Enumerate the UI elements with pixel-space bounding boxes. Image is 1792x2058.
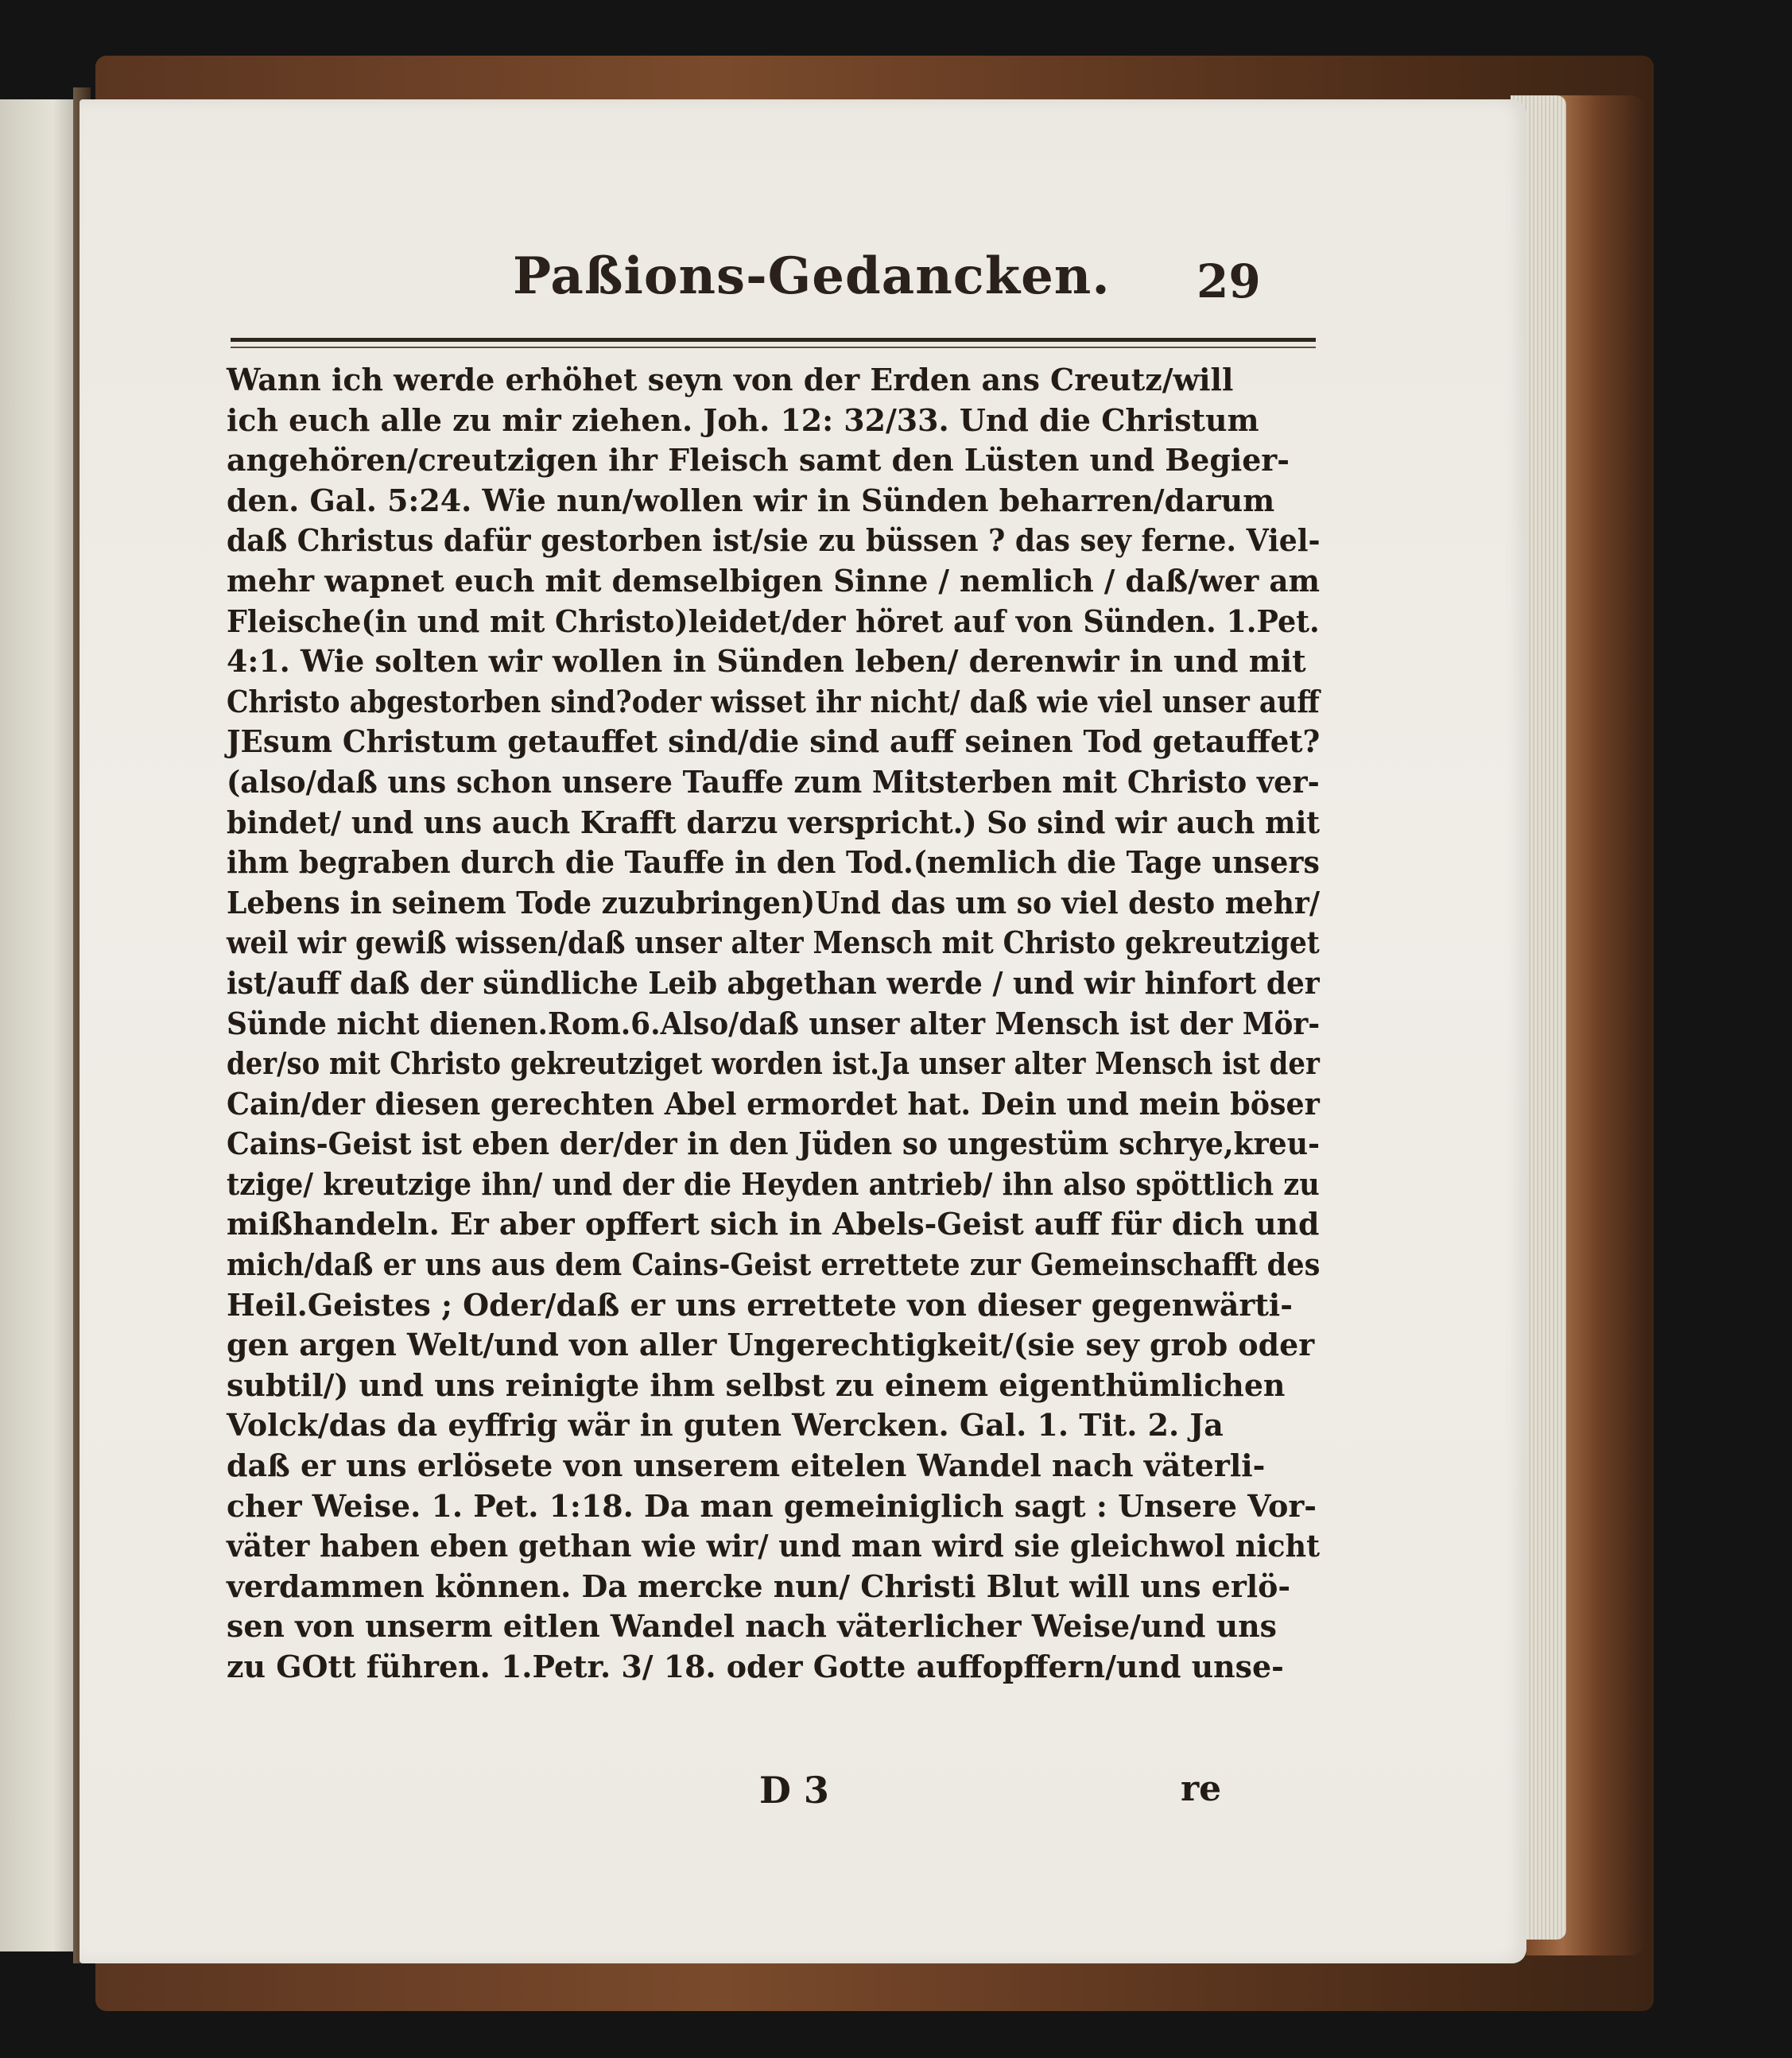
running-head: Paßions-Gedancken. [513,246,1111,306]
catchword: re [1181,1769,1222,1809]
text-line: mehr wapnet euch mit demselbigen Sinne / nemlich / daß/wer am [227,562,1321,599]
facing-page [0,99,76,1951]
text-line: ich euch alle zu mir ziehen. Joh. 12: 32/33. Und die Christum [227,401,1259,438]
text-line: den. Gal. 5:24. Wie nun/wollen wir in Sünden beharren/darum [227,482,1275,518]
page-number: 29 [1197,254,1261,308]
book-page [80,99,1526,1963]
text-line: tzige/ kreutzige ihn/ und der die Heyden antrieb/ ihn also spöttlich zu [227,1165,1320,1202]
text-line: Fleische(in und mit Christo)leidet/der höret auf von Sünden. 1.Pet. [227,603,1320,639]
text-line: angehören/creutzigen ihr Fleisch samt den Lüsten und Begier- [227,442,1290,479]
text-line: mich/daß er uns aus dem Cains-Geist errettete zur Gemeinschafft des [227,1246,1321,1283]
text-line: Volck/das da eyffrig wär in guten Wercken. Gal. 1. Tit. 2. Ja [227,1407,1224,1444]
text-line: Cains-Geist ist eben der/der in den Jüden so ungestüm schrye,kreu- [227,1126,1321,1162]
text-line: sen von unserm eitlen Wandel nach väterlicher Weise/und uns [227,1608,1278,1645]
text-line: Christo abgestorben sind?oder wisset ihr nicht/ daß wie viel unser auff [227,683,1320,719]
text-line: JEsum Christum getauffet sind/die sind auff seinen Tod getauffet? [227,723,1321,760]
text-line: daß er uns erlösete von unserem eitelen Wandel nach väterli- [227,1448,1266,1484]
text-line: zu GOtt führen. 1.Petr. 3/ 18. oder Gotte auffopffern/und unse- [227,1649,1284,1684]
text-line: ist/auff daß der sündliche Leib abgethan werde / und wir hinfort der [227,964,1320,1001]
text-line: bindet/ und uns auch Krafft darzu verspricht.) So sind wir auch mit [227,804,1321,840]
body-text [227,360,1324,1688]
text-line: ihm begraben durch die Tauffe in den Tod.(nemlich die Tage unsers [227,844,1320,881]
text-line: Wann ich werde erhöhet seyn von der Erden ans Creutz/will [227,362,1234,397]
text-line: 4:1. Wie solten wir wollen in Sünden leben/ derenwir in und mit [227,643,1306,680]
signature-mark: D 3 [759,1769,829,1812]
text-line: väter haben eben gethan wie wir/ und man wird sie gleichwol nicht [227,1528,1320,1564]
header-rule [231,338,1316,342]
text-line: cher Weise. 1. Pet. 1:18. Da man gemeiniglich sagt : Unsere Vor- [227,1487,1317,1524]
text-line: weil wir gewiß wissen/daß unser alter Mensch mit Christo gekreutziget [227,924,1320,961]
text-line: der/so mit Christo gekreutziget worden ist.Ja unser alter Mensch ist der [227,1045,1320,1082]
text-line: Sünde nicht dienen.Rom.6.Also/daß unser alter Mensch ist der Mör- [227,1005,1321,1041]
text-line: mißhandeln. Er aber opffert sich in Abels-Geist auff für dich und [227,1206,1320,1242]
text-line: Heil.Geistes ; Oder/daß er uns errettete von dieser gegenwärti- [227,1286,1293,1323]
text-line: Lebens in seinem Tode zuzubringen)Und das um so viel desto mehr/ [227,884,1321,920]
text-line: Cain/der diesen gerechten Abel ermordet hat. Dein und mein böser [227,1085,1320,1122]
text-line: (also/daß uns schon unsere Tauffe zum Mitsterben mit Christo ver- [227,763,1320,800]
text-line: gen argen Welt/und von aller Ungerechtigkeit/(sie sey grob oder [227,1327,1315,1363]
text-line: subtil/) und uns reinigte ihm selbst zu einem eigenthümlichen [227,1366,1286,1403]
header-rule-thin [231,347,1316,348]
text-line: verdammen können. Da mercke nun/ Christi Blut will uns erlö- [227,1568,1291,1604]
text-line: daß Christus dafür gestorben ist/sie zu büssen ? das sey ferne. Viel- [227,522,1321,559]
